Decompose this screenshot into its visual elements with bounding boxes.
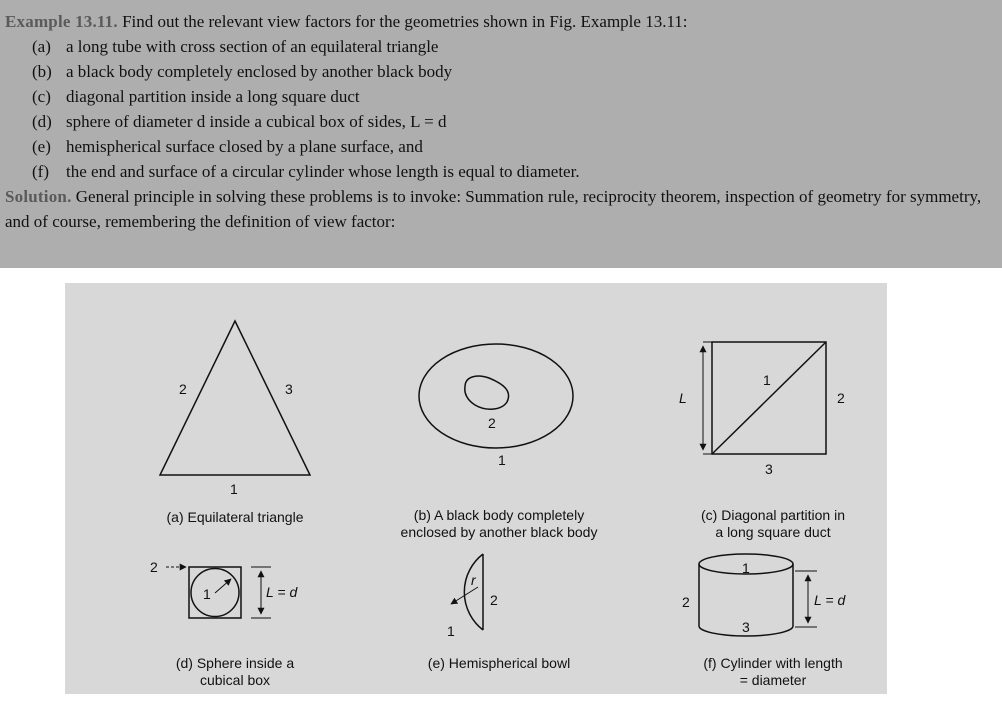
triangle-diagram xyxy=(160,321,310,497)
solution-text: General principle in solving these problems is to invoke: Summation rule, reciprocity theorem, inspection of geometry for symmetry, and of course, remembering the definition of view factor: xyxy=(5,187,982,231)
dimension-label: L xyxy=(679,390,687,406)
solution-heading: Solution. xyxy=(5,187,72,206)
radius-label: r xyxy=(471,572,476,588)
surface-label-3: 3 xyxy=(765,461,773,477)
caption-d: (d) Sphere inside a cubical box xyxy=(175,655,295,688)
list-item: (d) sphere of diameter d inside a cubical box of sides, L = d xyxy=(32,112,447,131)
sphere-in-box-diagram xyxy=(150,559,298,618)
list-item: (b) a black body completely enclosed by another black body xyxy=(32,62,453,81)
surface-label-2: 2 xyxy=(179,381,187,397)
example-problem xyxy=(0,0,1002,268)
surface-label-1: 1 xyxy=(447,623,455,639)
dimension-label: L = d xyxy=(266,584,298,600)
surface-label-2: 2 xyxy=(488,415,496,431)
surface-label-2: 2 xyxy=(837,390,845,406)
caption-e: (e) Hemispherical bowl xyxy=(427,655,571,671)
surface-label-3: 3 xyxy=(742,619,750,635)
figure-panel xyxy=(65,283,887,694)
solution-paragraph xyxy=(5,184,988,234)
surface-label-1: 1 xyxy=(203,586,211,602)
dimension-label: L = d xyxy=(814,592,846,608)
square-duct-diagram xyxy=(679,342,845,477)
list-item: (e) hemispherical surface closed by a plane surface, and xyxy=(32,137,423,156)
example-statement xyxy=(5,9,988,34)
surface-label-2: 2 xyxy=(682,594,690,610)
enclosed-body-diagram xyxy=(419,344,573,468)
surface-label-1: 1 xyxy=(498,452,506,468)
caption-f: (f) Cylinder with length = diameter xyxy=(703,655,843,688)
surface-label-1: 1 xyxy=(230,481,238,497)
list-item: (c) diagonal partition inside a long square duct xyxy=(32,87,360,106)
cylinder-diagram xyxy=(682,554,846,636)
surface-label-1: 1 xyxy=(763,372,771,388)
example-heading: Example 13.11. xyxy=(5,12,118,31)
surface-label-2: 2 xyxy=(490,592,498,608)
caption-a: (a) Equilateral triangle xyxy=(166,509,304,525)
caption-c: (c) Diagonal partition in a long square duct xyxy=(701,507,845,540)
surface-label-3: 3 xyxy=(285,381,293,397)
hemispherical-bowl-diagram xyxy=(447,554,498,639)
surface-label-1: 1 xyxy=(742,560,750,576)
caption-b: (b) A black body completely enclosed by another black body xyxy=(400,507,598,540)
example-statement-text: Find out the relevant view factors for the geometries shown in Fig. Example 13.11: xyxy=(122,12,688,31)
list-item: (a) a long tube with cross section of an equilateral triangle xyxy=(32,37,439,56)
figure-drawings xyxy=(65,283,887,694)
surface-label-2: 2 xyxy=(150,559,158,575)
list-item: (f) the end and surface of a circular cylinder whose length is equal to diameter. xyxy=(32,162,580,181)
